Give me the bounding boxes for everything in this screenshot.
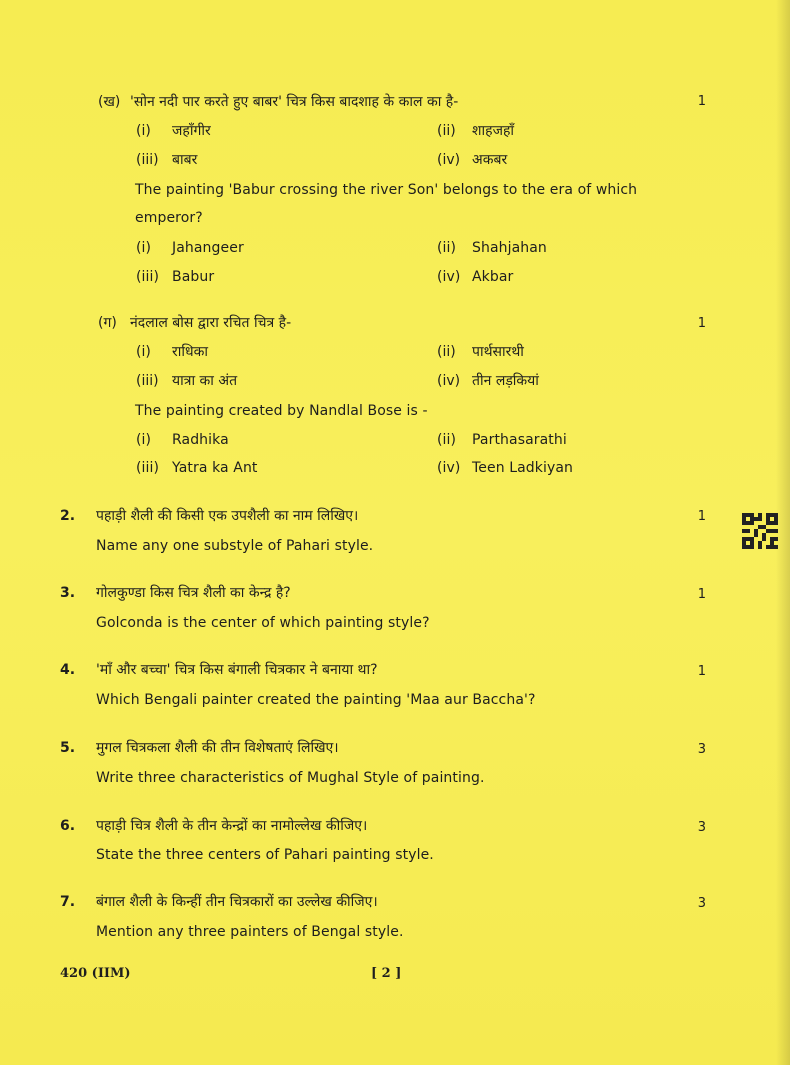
q1c-en-opt4-num: (iv): [437, 460, 461, 476]
q7-hindi: बंगाल शैली के किन्हीं तीन चित्रकारों का उल्लेख कीजिए।: [96, 894, 378, 910]
q1c-en-opt2-num: (ii): [437, 432, 457, 448]
page-edge-shadow: [776, 0, 790, 1065]
q1b-label: (ख): [98, 94, 121, 110]
q1b-hi-opt2: शाहजहाँ: [472, 123, 515, 139]
q1c-en-opt3-num: (iii): [136, 460, 160, 476]
q1c-hi-opt1: राधिका: [172, 344, 208, 360]
q1c-hi-opt4-num: (iv): [437, 373, 461, 389]
q1b-en-opt4: Akbar: [472, 269, 514, 285]
q2-number: 2.: [60, 508, 76, 524]
q4-marks: 1: [697, 664, 706, 679]
q7-marks: 3: [697, 896, 706, 911]
q3-number: 3.: [60, 585, 76, 601]
q1b-en-opt2-num: (ii): [437, 240, 457, 256]
q4-number: 4.: [60, 662, 76, 678]
q1b-hi-opt4-num: (iv): [437, 152, 461, 168]
q1c-hi-opt3: यात्रा का अंत: [172, 373, 238, 389]
q7-number: 7.: [60, 894, 76, 910]
q5-marks: 3: [697, 742, 706, 757]
q1b-marks: 1: [697, 94, 706, 109]
q1c-hi-opt3-num: (iii): [136, 373, 159, 389]
q1b-hi-opt2-num: (ii): [437, 123, 456, 139]
q1c-en-opt1-num: (i): [136, 432, 152, 448]
q1c-en-opt4: Teen Ladkiyan: [472, 460, 574, 476]
q6-hindi: पहाड़ी चित्र शैली के तीन केन्द्रों का नामोल्लेख कीजिए।: [96, 818, 368, 834]
q7-english: Mention any three painters of Bengal style.: [96, 924, 404, 940]
q5-english: Write three characteristics of Mughal Style of painting.: [96, 770, 485, 786]
q6-number: 6.: [60, 818, 76, 834]
q1c-label: (ग): [98, 315, 117, 331]
q4-english: Which Bengali painter created the painting 'Maa aur Baccha'?: [96, 692, 536, 708]
q2-marks: 1: [697, 509, 706, 524]
q1c-en-opt3: Yatra ka Ant: [172, 460, 258, 476]
q1b-english-question-2: emperor?: [135, 210, 203, 226]
footer-page-number: [ 2 ]: [371, 966, 402, 981]
q1b-hi-opt1: जहाँगीर: [172, 123, 211, 139]
q3-marks: 1: [697, 587, 706, 602]
q3-english: Golconda is the center of which painting style?: [96, 615, 430, 631]
q1b-english-question-1: The painting 'Babur crossing the river Son' belongs to the era of which: [135, 182, 638, 198]
q1b-en-opt4-num: (iv): [437, 269, 461, 285]
q1b-hi-opt3-num: (iii): [136, 152, 159, 168]
q1b-en-opt1: Jahangeer: [172, 240, 244, 256]
q1b-en-opt3: Babur: [172, 269, 215, 285]
q1b-hindi-question: 'सोन नदी पार करते हुए बाबर' चित्र किस बादशाह के काल का है-: [130, 94, 459, 110]
q1c-hindi-question: नंदलाल बोस द्वारा रचित चित्र है-: [130, 315, 292, 331]
q6-english: State the three centers of Pahari painting style.: [96, 847, 434, 863]
footer-paper-code: 420 (IIM): [60, 966, 131, 981]
q1b-hi-opt1-num: (i): [136, 123, 151, 139]
q1b-hi-opt4: अकबर: [472, 152, 508, 168]
q1b-hi-opt3: बाबर: [172, 152, 198, 168]
qr-code-icon: [742, 512, 778, 550]
q1b-en-opt2: Shahjahan: [472, 240, 547, 256]
q5-number: 5.: [60, 740, 76, 756]
q1b-en-opt3-num: (iii): [136, 269, 160, 285]
q1b-en-opt1-num: (i): [136, 240, 152, 256]
q1c-marks: 1: [697, 316, 706, 331]
q2-english: Name any one substyle of Pahari style.: [96, 538, 374, 554]
q1c-en-opt2: Parthasarathi: [472, 432, 567, 448]
q1c-hi-opt2: पार्थसारथी: [472, 344, 524, 360]
q2-hindi: पहाड़ी शैली की किसी एक उपशैली का नाम लिखिए।: [96, 508, 359, 524]
q3-hindi: गोलकुण्डा किस चित्र शैली का केन्द्र है?: [96, 585, 291, 601]
q4-hindi: 'माँ और बच्चा' चित्र किस बंगाली चित्रकार ने बनाया था?: [96, 662, 378, 678]
q1c-hi-opt2-num: (ii): [437, 344, 456, 360]
q1c-en-opt1: Radhika: [172, 432, 229, 448]
q1c-hi-opt1-num: (i): [136, 344, 151, 360]
q6-marks: 3: [697, 820, 706, 835]
q5-hindi: मुगल चित्रकला शैली की तीन विशेषताएं लिखिए।: [96, 740, 339, 756]
q1c-hi-opt4: तीन लड़कियां: [472, 373, 539, 389]
q1c-english-question: The painting created by Nandlal Bose is -: [135, 403, 428, 419]
